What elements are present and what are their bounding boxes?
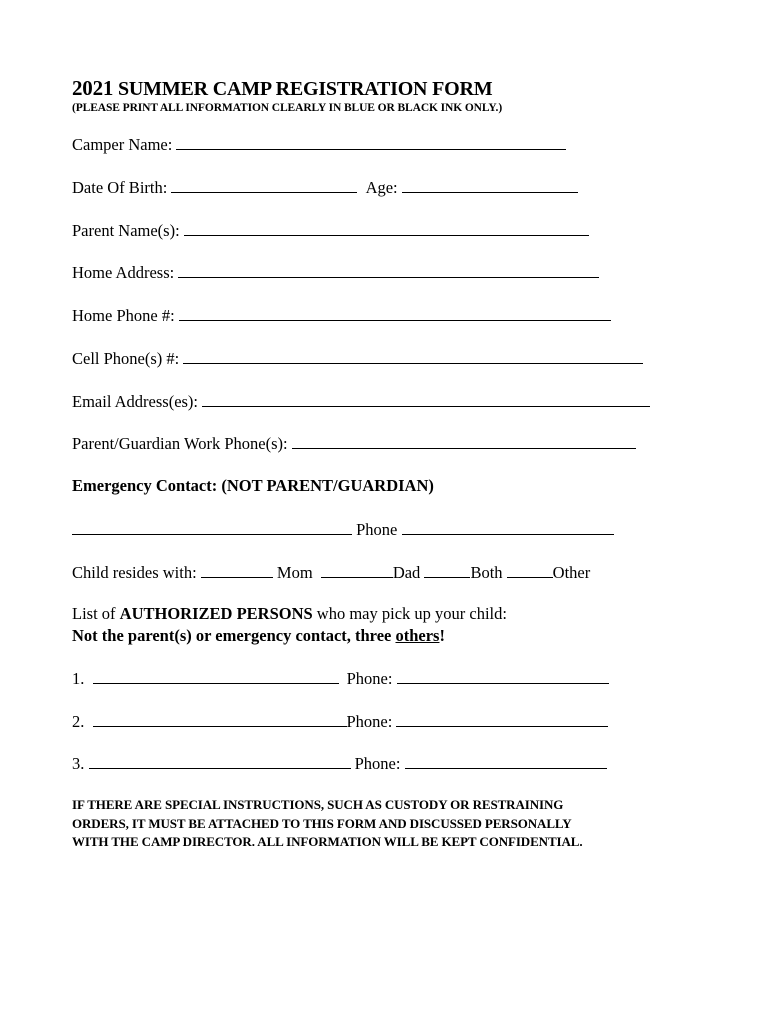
form-title (72, 76, 712, 101)
mom-label: Mom (276, 563, 313, 582)
authorized-heading-line2 (72, 626, 445, 646)
home-phone-row (72, 305, 611, 326)
emergency-contact-heading: Emergency Contact: (NOT PARENT/GUARDIAN) (72, 476, 434, 495)
person-2-phone-label: Phone: (346, 712, 393, 731)
other-field[interactable] (507, 562, 553, 578)
notice-line: ORDERS, IT MUST BE ATTACHED TO THIS FORM AND DISCUSSED PERSONALLY (72, 815, 572, 831)
parent-names-field[interactable] (184, 220, 589, 236)
cell-phones-row (72, 348, 643, 369)
resides-with-label: Child resides with: (72, 563, 197, 582)
authorized-suffix: who may pick up your child: (312, 604, 507, 623)
home-address-field[interactable] (178, 262, 599, 278)
person-2-name-field[interactable] (93, 711, 347, 727)
emergency-phone-field[interactable] (402, 519, 614, 535)
email-field[interactable] (202, 391, 650, 407)
authorized-prefix: List of (72, 604, 120, 623)
age-label: Age: (365, 178, 398, 197)
work-phones-field[interactable] (292, 433, 636, 449)
person-1-name-field[interactable] (93, 668, 339, 684)
authorized-bold: AUTHORIZED PERSONS (119, 604, 313, 623)
emergency-contact-row (72, 519, 614, 540)
authorized-line2-underlined: others (395, 626, 440, 645)
person-3-name-field[interactable] (89, 753, 351, 769)
person-1-number: 1. (72, 669, 85, 688)
person-3-phone-label: Phone: (354, 754, 401, 773)
home-address-row (72, 262, 599, 283)
registration-form (72, 76, 712, 849)
authorized-line2-prefix: Not the parent(s) or emergency contact, three (72, 626, 396, 645)
camper-name-label: Camper Name: (72, 135, 173, 154)
form-title-text: SUMMER CAMP REGISTRATION FORM (113, 78, 493, 100)
home-address-label: Home Address: (72, 263, 175, 282)
parent-names-label: Parent Name(s): (72, 221, 180, 240)
camper-name-row (72, 134, 566, 155)
home-phone-field[interactable] (179, 305, 611, 321)
dob-age-row (72, 177, 578, 198)
mom-field[interactable] (201, 562, 273, 578)
dad-field[interactable] (321, 562, 393, 578)
both-field[interactable] (424, 562, 470, 578)
dob-field[interactable] (171, 177, 357, 193)
cell-phones-label: Cell Phone(s) #: (72, 349, 180, 368)
person-1-phone-field[interactable] (397, 668, 609, 684)
email-row (72, 391, 650, 412)
authorized-heading-line1 (72, 604, 507, 624)
work-phones-row (72, 433, 636, 454)
person-2-phone-field[interactable] (396, 711, 608, 727)
email-label: Email Address(es): (72, 392, 199, 411)
notice-line: WITH THE CAMP DIRECTOR. ALL INFORMATION WILL BE KEPT CONFIDENTIAL. (72, 834, 583, 849)
person-1-phone-label: Phone: (346, 669, 393, 688)
authorized-person-3-row (72, 753, 607, 774)
dob-label: Date Of Birth: (72, 178, 168, 197)
resides-with-row (72, 562, 590, 583)
form-title-year: 2021 (72, 76, 114, 100)
both-label: Both (470, 563, 503, 582)
authorized-line2-suffix: ! (439, 626, 445, 645)
work-phones-label: Parent/Guardian Work Phone(s): (72, 434, 288, 453)
form-instructions: (PLEASE PRINT ALL INFORMATION CLEARLY IN BLUE OR BLACK INK ONLY.) (72, 102, 503, 114)
authorized-person-1-row (72, 668, 609, 689)
home-phone-label: Home Phone #: (72, 306, 175, 325)
dad-label: Dad (392, 563, 421, 582)
person-3-number: 3. (72, 754, 85, 773)
notice-line: IF THERE ARE SPECIAL INSTRUCTIONS, SUCH AS CUSTODY OR RESTRAINING (72, 797, 564, 812)
cell-phones-field[interactable] (183, 348, 643, 364)
age-field[interactable] (402, 177, 578, 193)
parent-names-row (72, 220, 589, 241)
person-2-number: 2. (72, 712, 85, 731)
camper-name-field[interactable] (176, 134, 566, 150)
emergency-phone-label: Phone (356, 520, 398, 539)
other-label: Other (552, 563, 591, 582)
special-instructions-notice (72, 796, 583, 852)
person-3-phone-field[interactable] (405, 753, 607, 769)
emergency-contact-name-field[interactable] (72, 519, 352, 535)
authorized-person-2-row (72, 711, 608, 732)
